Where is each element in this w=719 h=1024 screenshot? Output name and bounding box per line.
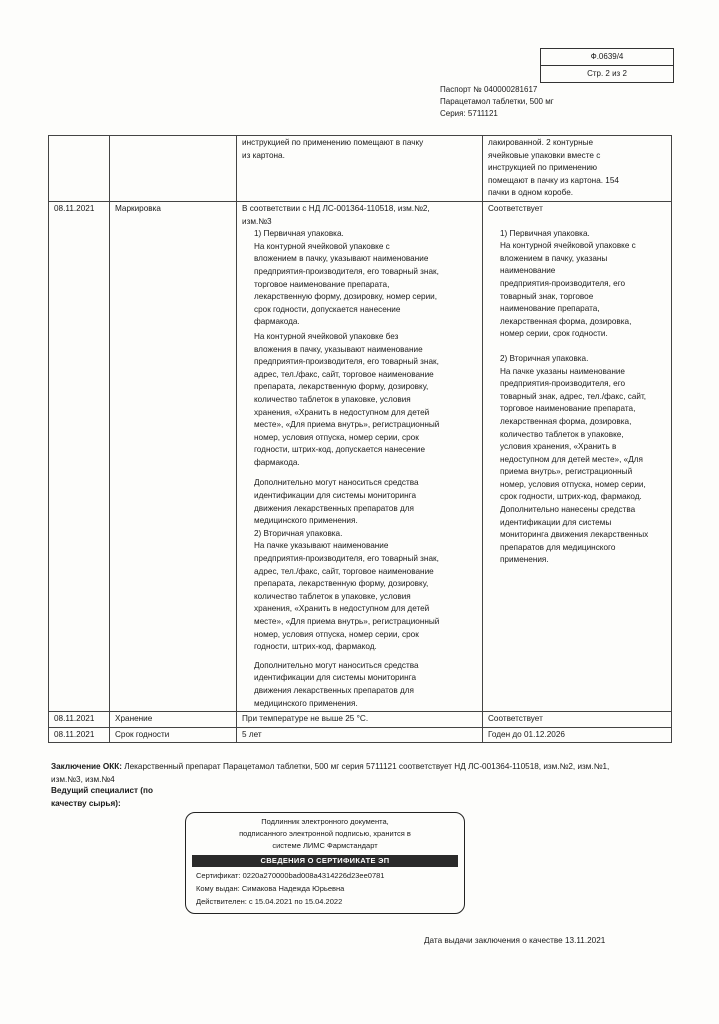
test-date: 08.11.2021 <box>49 712 110 728</box>
requirement: инструкцией по применению помещают в пачку из картона. <box>237 136 483 202</box>
result: Соответствует <box>483 712 672 728</box>
result-paragraph: Дополнительно нанесены средства идентификации для системы мониторинга движения лекарственных препаратов для медицинского применения. <box>500 505 649 565</box>
passport-header <box>440 84 554 120</box>
test-name: Хранение <box>110 712 237 728</box>
electronic-signature-stamp <box>185 812 465 914</box>
requirement-paragraph: 1) Первичная упаковка. <box>254 229 344 239</box>
passport-number: Паспорт № 040000281617 <box>440 85 538 94</box>
specialist-label: Ведущий специалист (по качеству сырья): <box>51 786 153 808</box>
product-name: Парацетамол таблетки, 500 мг <box>440 97 554 106</box>
test-date: 08.11.2021 <box>49 727 110 743</box>
form-code: Ф.0639/4 <box>590 52 624 61</box>
test-date <box>49 136 110 202</box>
table-row <box>49 727 672 743</box>
requirement-heading: В соответствии с НД ЛС-001364-110518, изм.№2, изм.№3 <box>242 204 430 226</box>
table-row <box>49 136 672 202</box>
result <box>483 202 672 712</box>
series-number: Серия: 5711121 <box>440 109 498 118</box>
requirement-paragraph: Дополнительно могут наноситься средства идентификации для системы мониторинга движения лекарственных препаратов для медицинского применения. <box>254 478 419 526</box>
requirement-paragraph: На контурной ячейковой упаковке с вложением в пачку, указывают наименование предприятия-производителя, его товарный знак, торговое наименование препарата, лекарственную форму, дозировку, номер серии, срок годности, допускается нанесение фармакода. <box>254 241 439 327</box>
certificate-number: Сертификат: 0220a270000bad008a4314226d23ee0781 <box>196 871 385 880</box>
result: лакированной. 2 контурные ячейковые упаковки вместе с инструкцией по применению помещают в пачку из картона. 154 пачки в одном коробе. <box>483 136 672 202</box>
requirement-paragraph: Дополнительно могут наноситься средства идентификации для системы мониторинга движения лекарственных препаратов для медицинского применения. <box>254 660 419 708</box>
requirement <box>237 202 483 712</box>
requirement: 5 лет <box>237 727 483 743</box>
result-heading: Соответствует <box>488 204 543 213</box>
requirement-paragraph: На контурной ячейковой упаковке без вложения в пачку, указывают наименование предприятия-производителя, его товарный знак, адрес, тел./факс, сайт, торговое наименование препарата, лекарственную форму, дозировку, количество таблеток в упаковке, условия хранения, «Хранить в недоступном для детей месте», «Для приема внутрь», регистрационный номер, условия отпуска, номер серии, срок годности, штрих-код, допускается нанесение фармакода. <box>254 331 440 467</box>
test-name: Маркировка <box>110 202 237 712</box>
result: Годен до 01.12.2026 <box>483 727 672 743</box>
test-name <box>110 136 237 202</box>
stamp-line: системе ЛИМС Фармстандарт <box>272 841 378 850</box>
page-number: Стр. 2 из 2 <box>541 65 673 82</box>
requirement: При температуре не выше 25 °С. <box>237 712 483 728</box>
result-paragraph: 2) Вторичная упаковка. <box>500 353 589 363</box>
issue-date: Дата выдачи заключения о качестве 13.11.2021 <box>424 936 606 945</box>
result-paragraph: 1) Первичная упаковка. <box>500 228 590 238</box>
result-paragraph: На контурной ячейковой упаковке с вложением в пачку, указаны наименование предприятия-производителя, его товарный знак, торговое наименование препарата, лекарственная форма, дозировка, номер серии, срок годности. <box>500 241 636 339</box>
certificate-info-band: СВЕДЕНИЯ О СЕРТИФИКАТЕ ЭП <box>192 855 458 867</box>
table-row <box>49 202 672 712</box>
stamp-line: подписанного электронной подписью, хранится в <box>239 829 411 838</box>
qc-conclusion <box>51 761 621 786</box>
requirement-paragraph: 2) Вторичная упаковка. <box>254 528 343 538</box>
test-name: Срок годности <box>110 727 237 743</box>
form-code-box <box>540 48 674 83</box>
result-paragraph: На пачке указаны наименование предприятия-производителя, его товарный знак, адрес, тел./факс, сайт, торговое наименование препарата, лекарственная форма, дозировка, количество таблеток в упаковке, условия хранения, «Хранить в недоступном для детей месте», «Для приема внутрь», регистрационный номер, условия отпуска, номер серии, срок годности, штрих-код, фармакод. <box>500 366 647 502</box>
table-row <box>49 712 672 728</box>
conclusion-label: Заключение ОКК: <box>51 762 122 771</box>
certificate-owner: Кому выдан: Симакова Надежда Юрьевна <box>196 884 345 893</box>
conclusion-text: Лекарственный препарат Парацетамол таблетки, 500 мг серия 5711121 соответствует НД ЛС-001364-110518, изм.№2, изм.№1, изм.№3, изм.№4 <box>51 762 610 784</box>
requirement-paragraph: На пачке указывают наименование предприятия-производителя, его товарный знак, адрес, тел./факс, сайт, торговое наименование препарата, лекарственную форму, дозировку, количество таблеток в упаковке, условия хранения, «Хранить в недоступном для детей месте», «Для приема внутрь», регистрационный номер, условия отпуска, номер серии, срок годности, штрих-код, фармакод. <box>254 541 440 652</box>
test-date: 08.11.2021 <box>49 202 110 712</box>
results-table <box>48 135 672 743</box>
certificate-validity: Действителен: с 15.04.2021 по 15.04.2022 <box>196 897 343 906</box>
stamp-line: Подлинник электронного документа, <box>261 817 389 826</box>
